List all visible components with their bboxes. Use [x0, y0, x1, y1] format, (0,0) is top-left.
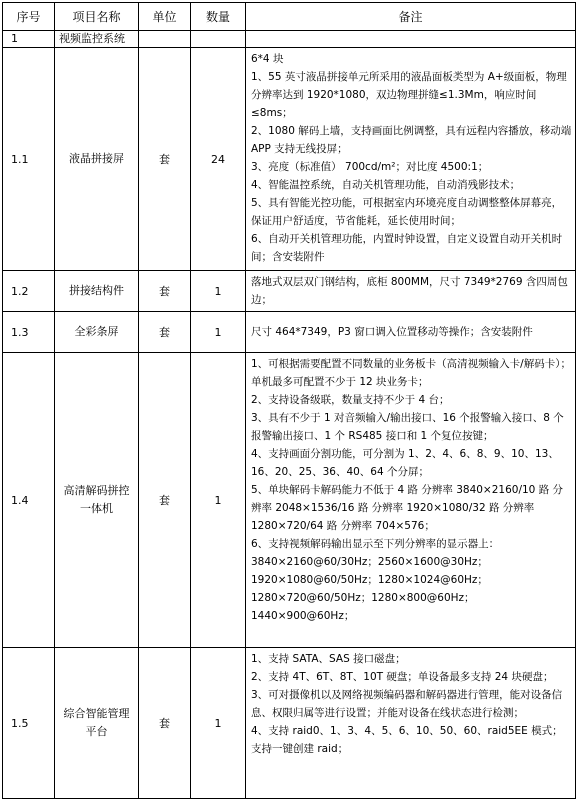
row-no: 1.1 [3, 48, 55, 271]
equipment-list-table [2, 2, 576, 799]
row-notes [246, 48, 576, 271]
row-qty: 1 [191, 353, 246, 648]
row-notes [246, 353, 576, 648]
table-row [3, 312, 576, 353]
section-no: 1 [3, 31, 55, 48]
row-unit: 套 [139, 648, 191, 799]
row-unit: 套 [139, 353, 191, 648]
note-line: 3、具有不少于 1 对音频输入/输出接口、16 个报警输入接口、8 个报警输出接口、1 个 RS485 接口和 1 个复位按键； [251, 412, 564, 442]
note-line: 3、亮度（标准值） 700cd/m²；对比度 4500:1； [251, 161, 489, 173]
row-name: 拼接结构件 [55, 271, 139, 312]
header-row [3, 3, 576, 31]
header-qty: 数量 [191, 3, 246, 31]
note-line: 3、可对摄像机以及网络视频编码器和解码器进行管理，能对设备信息、权限归属等进行设置；并能对设备在线状态进行检测； [251, 689, 563, 719]
table-row [3, 353, 576, 648]
row-no: 1.4 [3, 353, 55, 648]
row-unit: 套 [139, 48, 191, 271]
note-line: 4、智能温控系统，自动关机管理功能，自动消残影技术； [251, 179, 521, 191]
table-row [3, 271, 576, 312]
row-unit: 套 [139, 312, 191, 353]
row-notes [246, 312, 576, 353]
note-line: 4、支持画面分割功能，可分割为 1、2、4、6、8、9、10、13、16、20、25、36、40、64 个分屏； [251, 448, 559, 478]
row-qty: 1 [191, 648, 246, 799]
row-qty: 1 [191, 271, 246, 312]
row-notes [246, 648, 576, 799]
row-qty: 1 [191, 312, 246, 353]
note-line: 6、支持视频解码输出显示至下列分辨率的显示器上：3840×2160@60/30Hz；2560×1600@30Hz；1920×1080@60/50Hz；1280×1024@60Hz；1280×720@60/50Hz；1280×800@60Hz；1440×900@60Hz； [251, 538, 500, 622]
note-line: 4、支持 raid0、1、3、4、5、6、10、50、60、raid5EE 模式；支持一键创建 raid； [251, 725, 563, 755]
note-line: 6、自动开关机管理功能，内置时钟设置，自定义设置自动开关机时间；含安装附件 [251, 233, 563, 263]
row-notes [246, 271, 576, 312]
note-line: 1、55 英寸液晶拼接单元所采用的液晶面板类型为 A+级面板，物理分辨率达到 1920*1080，双边物理拼缝≤1.3Mm，响应时间≤8ms； [251, 71, 567, 119]
note-line: 1、可根据需要配置不同数量的业务板卡（高清视频输入卡/解码卡）；单机最多可配置不少于 12 块业务卡； [251, 358, 571, 388]
header-name: 项目名称 [55, 3, 139, 31]
row-qty: 24 [191, 48, 246, 271]
row-no: 1.2 [3, 271, 55, 312]
table-row [3, 48, 576, 271]
note-line: 6*4 块 [251, 53, 284, 65]
section-unit-empty [139, 31, 191, 48]
note-line: 2、支持 4T、6T、8T、10T 硬盘；单设备最多支持 24 块硬盘； [251, 671, 554, 683]
note-line: 2、支持设备级联，数量支持不少于 4 台； [251, 394, 450, 406]
note-line: 2、1080 解码上墙，支持画面比例调整，具有远程内容播放，移动端 APP 支持无线投屏； [251, 125, 572, 155]
row-no: 1.3 [3, 312, 55, 353]
row-unit: 套 [139, 271, 191, 312]
row-name: 液晶拼接屏 [55, 48, 139, 271]
section-qty-empty [191, 31, 246, 48]
note-line: 5、单块解码卡解码能力不低于 4 路 分辨率 3840×2160/10 路 分辨率 2048×1536/16 路 分辨率 1920×1080/32 路 分辨率 1280×720/64 路 分辨率 704×576； [251, 484, 564, 532]
header-unit: 单位 [139, 3, 191, 31]
row-name: 高清解码拼控一体机 [55, 353, 139, 648]
header-no: 序号 [3, 3, 55, 31]
row-no: 1.5 [3, 648, 55, 799]
note-line: 1、支持 SATA、SAS 接口磁盘； [251, 653, 406, 665]
row-name: 综合智能管理平台 [55, 648, 139, 799]
note-line: 5、具有智能光控功能，可根据室内环境亮度自动调整整体屏幕亮，保证用户舒适度，节省能耗，延长使用时间； [251, 197, 563, 227]
header-notes: 备注 [246, 3, 576, 31]
section-name: 视频监控系统 [55, 31, 139, 48]
section-notes-empty [246, 31, 576, 48]
section-row [3, 31, 576, 48]
note-line: 落地式双层双门钢结构，底柜 800MM，尺寸 7349*2769 含四周包边； [251, 276, 568, 306]
table-row [3, 648, 576, 799]
row-name: 全彩条屏 [55, 312, 139, 353]
note-line: 尺寸 464*7349，P3 窗口调入位置移动等操作；含安装附件 [251, 326, 533, 338]
